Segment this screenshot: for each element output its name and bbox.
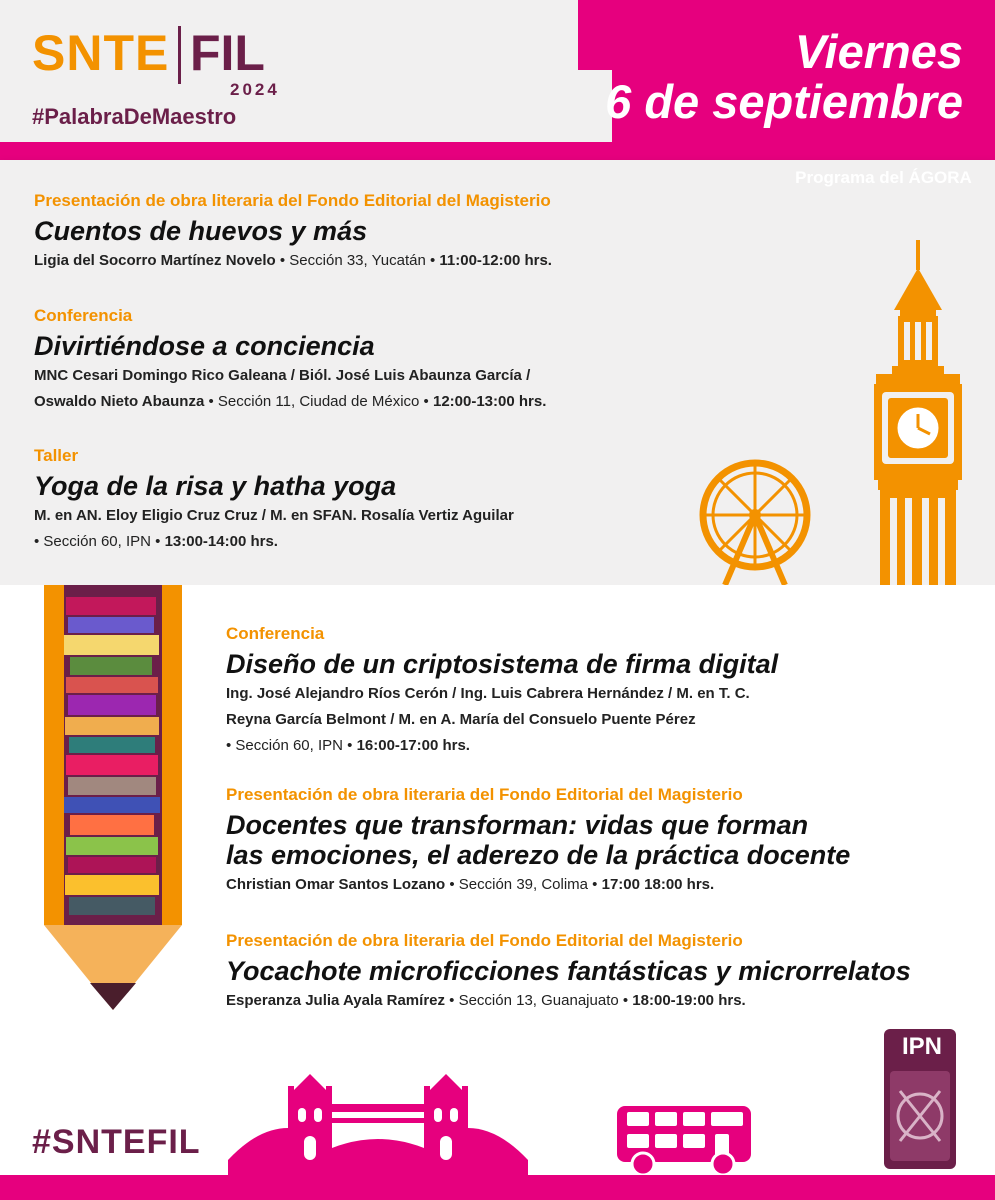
event-section: • Sección 13, Guanajuato • <box>445 992 633 1009</box>
event-docentes <box>226 784 850 898</box>
event-speakers: M. en AN. Eloy Eligio Cruz Cruz / M. en SFAN. Rosalía Vertiz Aguilar <box>34 507 514 524</box>
ipn-seal <box>880 1021 960 1171</box>
event-speaker: Ligia del Socorro Martínez Novelo <box>34 252 276 269</box>
event-detail <box>226 733 778 759</box>
event-section: • Sección 60, IPN • <box>226 737 357 754</box>
tower-bridge-icon <box>228 1068 528 1175</box>
event-detail <box>34 529 514 555</box>
event-title: Yocachote microficciones fantásticas y microrrelatos <box>226 956 911 986</box>
event-category: Conferencia <box>34 306 133 325</box>
pencil-books-icon <box>38 585 188 1040</box>
event-divirtiendose <box>34 305 546 415</box>
upper-section <box>0 160 995 585</box>
event-category: Presentación de obra literaria del Fondo Editorial del Magisterio <box>226 931 743 950</box>
event-detail <box>226 707 778 733</box>
event-title: Docentes que transforman: vidas que forman <box>226 810 809 840</box>
event-time: 16:00-17:00 hrs. <box>356 737 470 754</box>
logo-snte: SNTE <box>32 25 170 81</box>
day-title: Viernes <box>794 25 963 78</box>
event-yoga <box>34 445 514 555</box>
event-section: • Sección 33, Yucatán • <box>275 252 440 269</box>
event-detail <box>226 681 778 707</box>
event-speakers: Reyna García Belmont / M. en A. María del Consuelo Puente Pérez <box>226 711 696 728</box>
event-yocachote <box>226 930 911 1014</box>
event-speakers: MNC Cesari Domingo Rico Galeana / Biól. José Luis Abaunza García / <box>34 367 531 384</box>
event-title: Cuentos de huevos y más <box>34 216 368 246</box>
footer-hashtag: #SNTEFIL <box>32 1123 201 1161</box>
event-time: 11:00-12:00 hrs. <box>439 252 552 269</box>
event-speakers: Ing. José Alejandro Ríos Cerón / Ing. Luis Cabrera Hernández / M. en T. C. <box>226 685 750 702</box>
event-section: • Sección 11, Ciudad de México • <box>204 393 433 410</box>
event-title: Yoga de la risa y hatha yoga <box>34 471 397 501</box>
event-criptosistema <box>226 623 778 759</box>
event-time: 13:00-14:00 hrs. <box>164 533 278 550</box>
header-divider <box>0 142 995 160</box>
bottom-band <box>0 1175 995 1200</box>
event-time: 12:00-13:00 hrs. <box>432 393 547 410</box>
event-time: 17:00 18:00 hrs. <box>601 876 715 893</box>
clock-tower-icon <box>872 240 964 585</box>
event-section: • Sección 39, Colima • <box>445 876 602 893</box>
event-category: Presentación de obra literaria del Fondo Editorial del Magisterio <box>226 785 743 804</box>
event-detail <box>34 389 546 415</box>
logo-hashtag: #PalabraDeMaestro <box>32 104 237 129</box>
event-cuentos <box>34 190 552 274</box>
date-title: 6 de septiembre <box>605 75 963 128</box>
event-detail <box>226 872 850 898</box>
event-speaker: Oswaldo Nieto Abaunza <box>34 393 205 410</box>
event-title: Diseño de un criptosistema de firma digital <box>226 649 779 679</box>
double-decker-bus-icon <box>615 1104 755 1176</box>
logo-fil: FIL <box>190 25 265 81</box>
event-category: Taller <box>34 446 79 465</box>
logo-year: 2024 <box>230 80 280 99</box>
logo-separator <box>178 26 181 84</box>
event-title: Divirtiéndose a conciencia <box>34 331 375 361</box>
program-badge: Programa del ÁGORA <box>795 168 972 187</box>
event-detail <box>34 363 546 389</box>
event-speaker: Esperanza Julia Ayala Ramírez <box>226 992 445 1009</box>
event-detail <box>226 988 911 1014</box>
event-detail <box>34 503 514 529</box>
ferris-wheel-icon <box>695 457 815 585</box>
event-section: • Sección 60, IPN • <box>34 533 165 550</box>
event-detail <box>34 248 552 274</box>
event-category: Presentación de obra literaria del Fondo Editorial del Magisterio <box>34 191 551 210</box>
event-speaker: Christian Omar Santos Lozano <box>226 876 446 893</box>
snte-fil-logo <box>32 24 282 134</box>
ipn-seal-text: IPN <box>902 1033 943 1060</box>
event-time: 18:00-19:00 hrs. <box>632 992 746 1009</box>
event-title: las emociones, el aderezo de la práctica docente <box>226 840 851 870</box>
event-category: Conferencia <box>226 624 325 643</box>
